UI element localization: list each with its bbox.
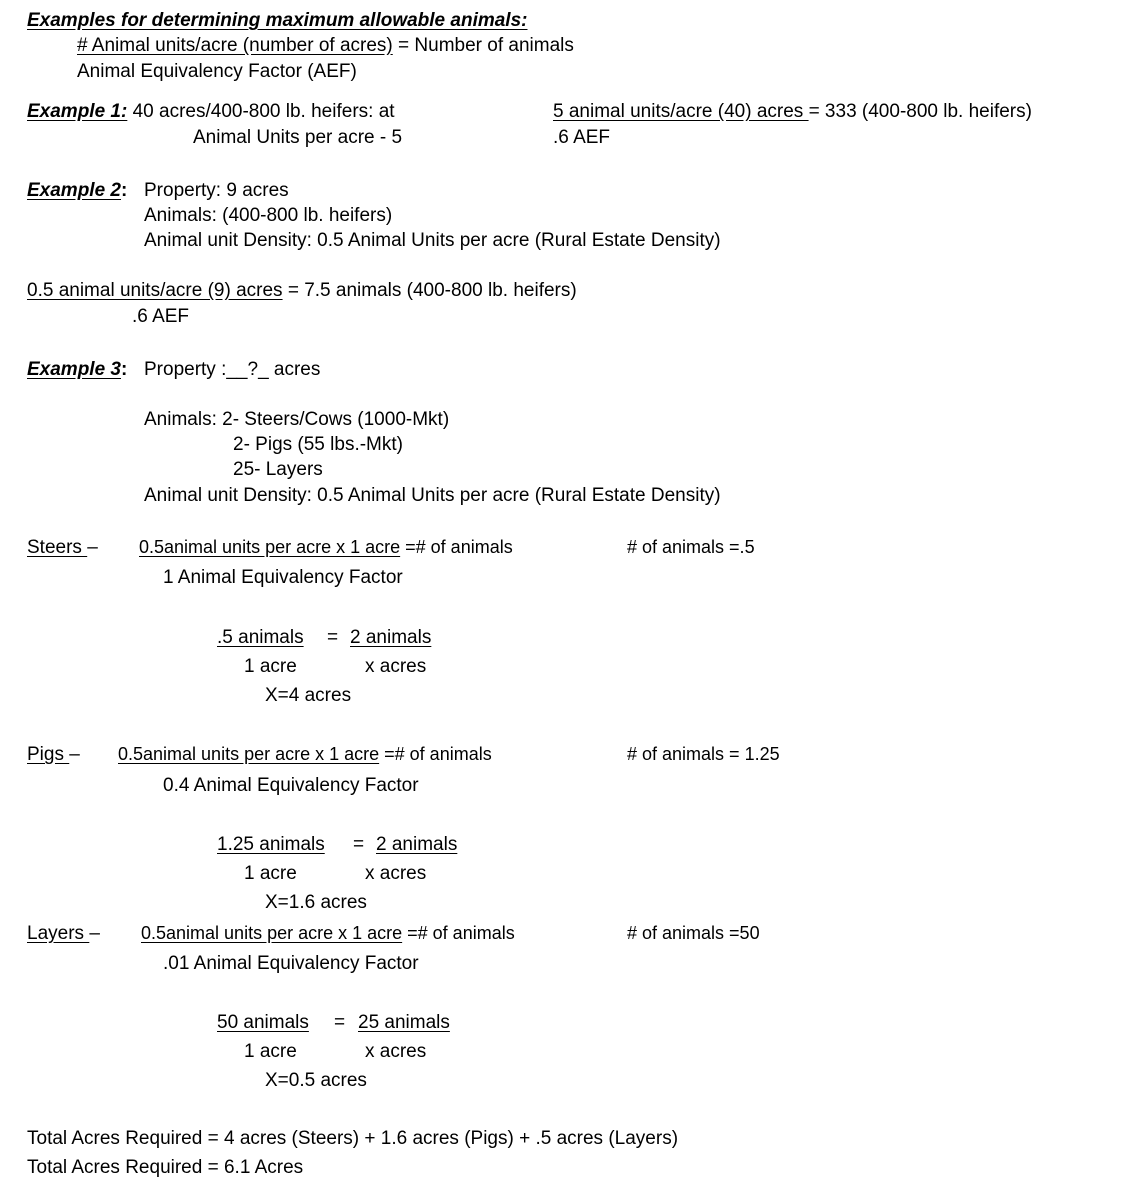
example1-label: Example 1: — [27, 101, 128, 122]
example2-property: Property: 9 acres — [144, 180, 289, 201]
example3-animals: Animals: 2- Steers/Cows (1000-Mkt) — [144, 409, 450, 430]
steers-ratio-right: 2 animals — [350, 627, 432, 648]
example2-animals: Animals: (400-800 lb. heifers) — [144, 205, 393, 226]
example1-calc — [553, 102, 1032, 121]
steers-aef: 1 Animal Equivalency Factor — [163, 567, 403, 588]
pigs-ratio-right-den: x acres — [365, 863, 427, 884]
layers-dash: – — [89, 923, 100, 944]
steers-ratio-right-den: x acres — [365, 656, 427, 677]
steers-formula-result: =# of animals — [400, 537, 513, 557]
formula-result: = Number of animals — [392, 35, 574, 56]
example2-calc — [27, 281, 577, 300]
pigs-ratio-left: 1.25 animals — [217, 834, 325, 855]
steers-ratio-eq: = — [327, 627, 339, 648]
layers-label-line — [27, 924, 100, 943]
pigs-ratio-eq: = — [353, 834, 365, 855]
steers-result: # of animals =.5 — [627, 537, 755, 557]
example1-calc-denominator: .6 AEF — [553, 127, 611, 148]
example3-colon: : — [121, 359, 128, 380]
example2-calc-denominator: .6 AEF — [132, 306, 190, 327]
totals-line1: Total Acres Required = 4 acres (Steers) + 1.6 acres (Pigs) + .5 acres (Layers) — [27, 1128, 679, 1149]
example2-colon: : — [121, 180, 128, 201]
layers-formula-numerator: 0.5animal units per acre x 1 acre — [141, 923, 403, 943]
example3-header — [27, 360, 127, 379]
example1-desc-line2: Animal Units per acre - 5 — [193, 127, 403, 148]
layers-ratio-left: 50 animals — [217, 1012, 309, 1033]
pigs-formula — [118, 745, 492, 763]
pigs-result: # of animals = 1.25 — [627, 744, 780, 764]
example1-calc-numerator: 5 animal units/acre (40) acres — [553, 101, 809, 122]
layers-ratio-right-den: x acres — [365, 1041, 427, 1062]
pigs-answer: X=1.6 acres — [265, 892, 367, 913]
example2-density: Animal unit Density: 0.5 Animal Units per acre (Rural Estate Density) — [144, 230, 721, 251]
example1-desc: 40 acres/400-800 lb. heifers: at — [127, 101, 395, 122]
steers-answer: X=4 acres — [265, 685, 352, 706]
example2-label: Example 2 — [27, 180, 121, 201]
layers-result: # of animals =50 — [627, 923, 760, 943]
steers-formula-numerator: 0.5animal units per acre x 1 acre — [139, 537, 401, 557]
layers-label: Layers — [27, 923, 90, 944]
layers-ratio-eq: = — [334, 1012, 346, 1033]
pigs-label-line — [27, 745, 80, 764]
example3-density: Animal unit Density: 0.5 Animal Units per acre (Rural Estate Density) — [144, 485, 721, 506]
steers-formula — [139, 538, 513, 556]
layers-formula — [141, 924, 515, 942]
example1-calc-result: = 333 (400-800 lb. heifers) — [808, 101, 1032, 122]
formula-denominator: Animal Equivalency Factor (AEF) — [77, 61, 357, 82]
layers-aef: .01 Animal Equivalency Factor — [163, 953, 419, 974]
pigs-dash: – — [69, 744, 80, 765]
pigs-aef: 0.4 Animal Equivalency Factor — [163, 775, 419, 796]
example3-animals-pigs: 2- Pigs (55 lbs.-Mkt) — [233, 434, 403, 455]
steers-ratio-left-den: 1 acre — [244, 656, 297, 677]
pigs-label: Pigs — [27, 744, 70, 765]
example2-calc-result: = 7.5 animals (400-800 lb. heifers) — [282, 280, 577, 301]
steers-label-line — [27, 538, 98, 557]
totals-line2: Total Acres Required = 6.1 Acres — [27, 1157, 304, 1178]
formula-line — [77, 36, 574, 55]
layers-ratio-right: 25 animals — [358, 1012, 450, 1033]
example3-label: Example 3 — [27, 359, 121, 380]
example3-property: Property :__?_ acres — [144, 359, 321, 380]
layers-ratio-left-den: 1 acre — [244, 1041, 297, 1062]
page-title: Examples for determining maximum allowable animals: — [27, 10, 528, 31]
steers-ratio-left: .5 animals — [217, 627, 304, 648]
pigs-ratio-right: 2 animals — [376, 834, 458, 855]
formula-numerator: # Animal units/acre (number of acres) — [77, 35, 393, 56]
pigs-formula-result: =# of animals — [379, 744, 492, 764]
steers-dash: – — [87, 537, 98, 558]
steers-label: Steers — [27, 537, 88, 558]
layers-formula-result: =# of animals — [402, 923, 515, 943]
layers-answer: X=0.5 acres — [265, 1070, 367, 1091]
pigs-formula-numerator: 0.5animal units per acre x 1 acre — [118, 744, 380, 764]
example2-header — [27, 181, 127, 200]
example2-calc-numerator: 0.5 animal units/acre (9) acres — [27, 280, 283, 301]
example1-line — [27, 102, 395, 121]
pigs-ratio-left-den: 1 acre — [244, 863, 297, 884]
example3-animals-layers: 25- Layers — [233, 459, 323, 480]
